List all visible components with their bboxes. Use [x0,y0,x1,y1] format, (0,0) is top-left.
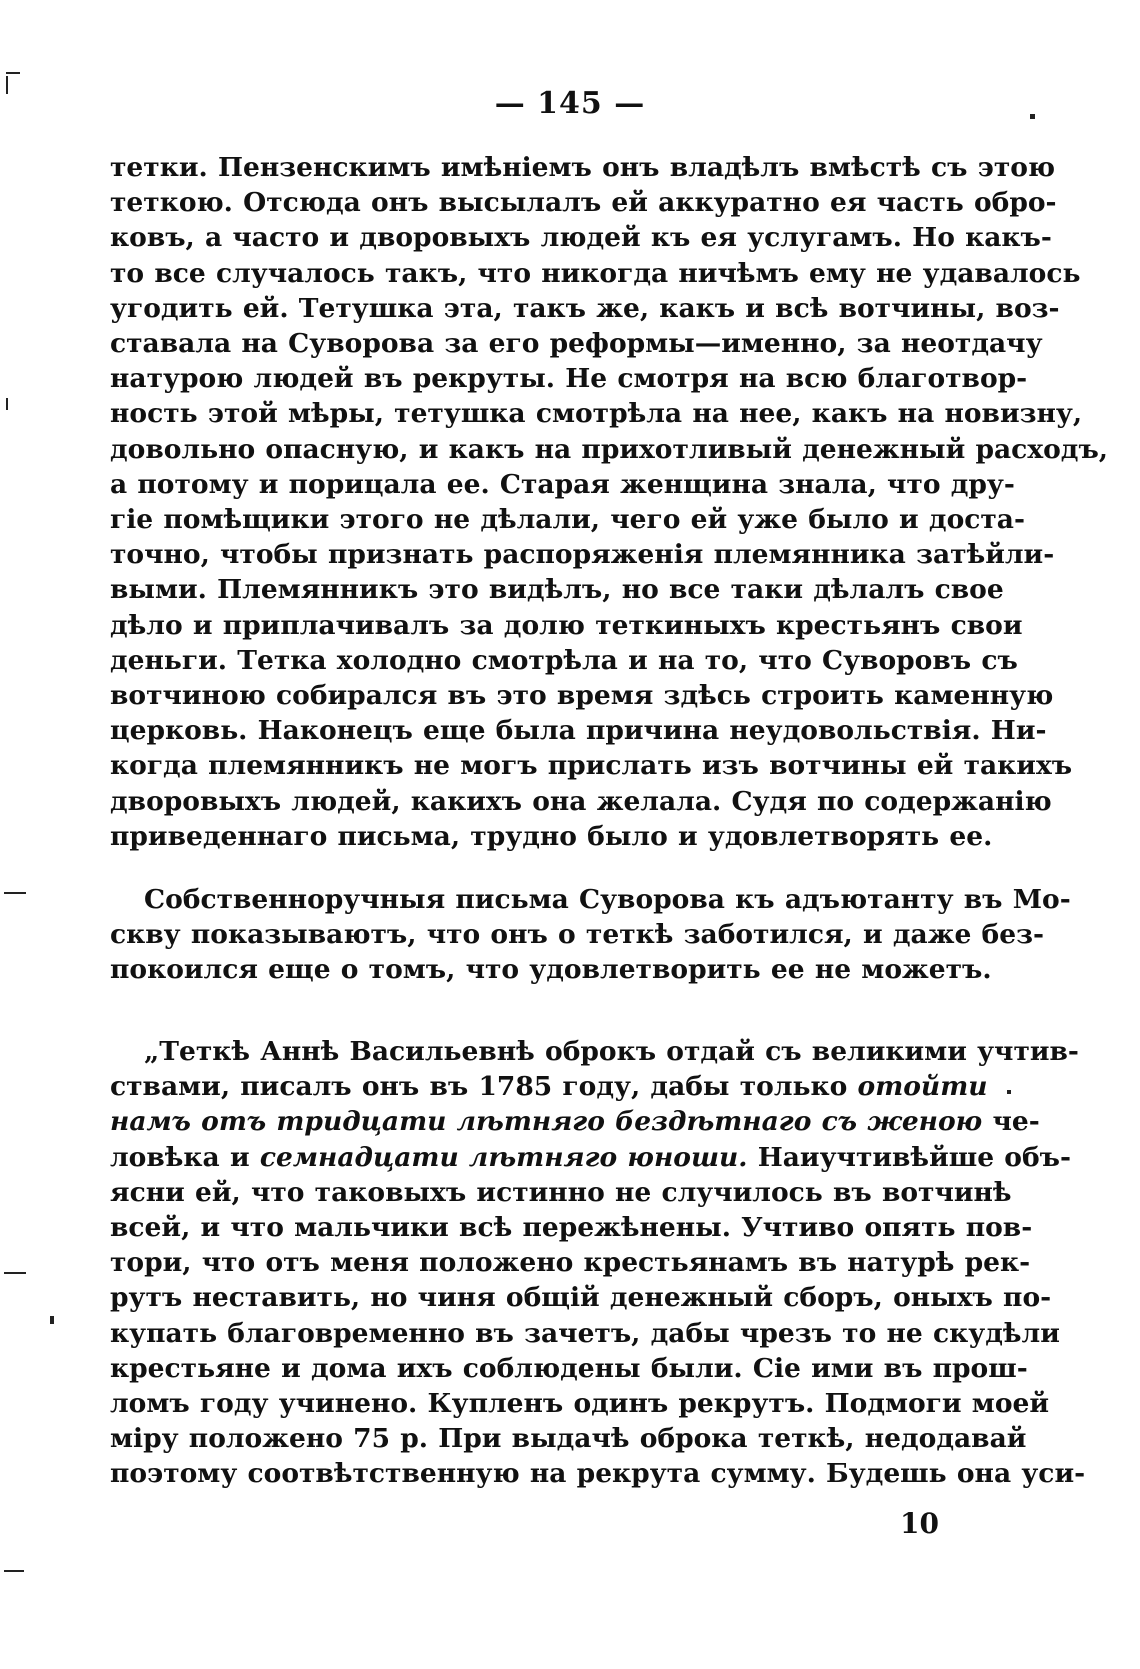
text-line: выми. Племянникъ это видѣлъ, но все таки дѣлалъ свое [110,574,1004,606]
scan-speck [4,892,26,894]
text-line: ломъ году учинено. Купленъ одинъ рекрутъ. Подмоги моей [110,1388,1050,1420]
text-line: ность этой мѣры, тетушка смотрѣла на нее, какъ на новизну, [110,398,1083,430]
text-line: рутъ неставить, но чиня общій денежный сборъ, оныхъ по- [110,1282,1052,1314]
text-line: дворовыхъ людей, какихъ она желала. Судя по содержанію [110,785,1052,817]
paragraph-1 [110,150,1109,854]
text-line: вотчиною собирался въ это время здѣсь строить каменную [110,680,1054,712]
text-line: купать благовременно въ зачетъ, дабы чрезъ то не скудѣли [110,1317,1060,1349]
text-line: ставала на Суворова за его реформы—именно, за неотдачу [110,328,1043,360]
text-line: тетки. Пензенскимъ имѣніемъ онъ владѣлъ вмѣстѣ съ этою [110,152,1056,183]
scan-speck [6,76,8,94]
signature-mark: 10 [900,1507,939,1540]
text-line-mixed [110,1069,988,1104]
text-line: когда племянникъ не могъ прислать изъ вотчины ей такихъ [110,750,1073,782]
text-line: довольно опасную, и какъ на прихотливый денежный расходъ, [110,433,1109,465]
text-line: гіе помѣщики этого не дѣлали, чего ей уже было и доста- [110,504,1025,536]
text-line: а потому и порицала ее. Старая женщина знала, что дру- [110,468,1015,500]
text-line: церковь. Наконецъ еще была причина неудовольствія. Ни- [110,715,1047,747]
text-line: приведеннаго письма, трудно было и удовлетворять ее. [110,820,993,852]
text-line: ковъ, а часто и дворовыхъ людей къ ея услугамъ. Но какъ- [110,222,1052,254]
text-line: всей, и что мальчики всѣ пережѣнены. Учтиво опять пов- [110,1212,1033,1244]
text-line: покоился еще о томъ, что удовлетворить ее не можетъ. [110,954,992,986]
plain-text: Наиучтивѣйше объ- [757,1141,1071,1173]
text-line-mixed [110,1140,1071,1175]
text-line: натурою людей въ рекруты. Не смотря на всю благотвор- [110,363,1028,395]
scan-speck [4,1570,24,1572]
paragraph-2 [110,882,1071,988]
text-line: точно, чтобы признать распоряженія племянника затѣйли- [110,539,1055,571]
plain-text: че- [992,1106,1040,1138]
text-line-mixed [110,1104,1040,1139]
plain-text: ловѣка и [110,1141,250,1173]
text-line: дѣло и приплачивалъ за долю теткиныхъ крестьянъ свои [110,609,1023,641]
italic-text: намъ отъ тридцати лѣтняго бездѣтнаго съ женою [110,1106,983,1138]
text-line: крестьяне и дома ихъ соблюдены были. Сіе ими въ прош- [110,1352,1028,1384]
text-line: деньги. Тетка холодно смотрѣла и на то, что Суворовъ съ [110,644,1018,676]
scan-speck [1007,1090,1011,1094]
text-line: „Теткѣ Аннѣ Васильевнѣ оброкъ отдай съ великими учтив- [144,1036,1079,1067]
text-line: то все случалось такъ, что никогда ничѣмъ ему не удавалось [110,257,1081,289]
plain-text: ствами, писалъ онъ въ 1785 году, дабы только [110,1071,848,1103]
scan-speck [50,1316,54,1324]
text-line: поэтому соотвѣтственную на рекрута сумму. Будешь она уси- [110,1458,1086,1490]
italic-text: отойти [857,1071,988,1103]
text-line: скву показываютъ, что онъ о теткѣ заботился, и даже без- [110,919,1044,951]
text-line: міру положено 75 р. При выдачѣ оброка теткѣ, недодавай [110,1423,1027,1455]
text-line: угодить ей. Тетушка эта, такъ же, какъ и всѣ вотчины, воз- [110,292,1060,324]
text-line: Собственноручныя письма Суворова къ адъютанту въ Мо- [144,884,1071,915]
text-line: ясни ей, что таковыхъ истинно не случилось въ вотчинѣ [110,1176,1012,1208]
page-number: — 145 — [494,86,646,121]
scan-speck [1030,114,1035,119]
italic-text: семнадцати лѣтняго юноши. [259,1141,748,1173]
text-line: тори, что отъ меня положено крестьянамъ въ натурѣ рек- [110,1247,1031,1279]
text-line: теткою. Отсюда онъ высылалъ ей аккуратно ея часть обро- [110,187,1057,219]
scan-speck [6,72,20,74]
paragraph-3-quote [110,1034,1086,1492]
scan-speck [4,1272,26,1274]
scan-speck [6,398,8,410]
